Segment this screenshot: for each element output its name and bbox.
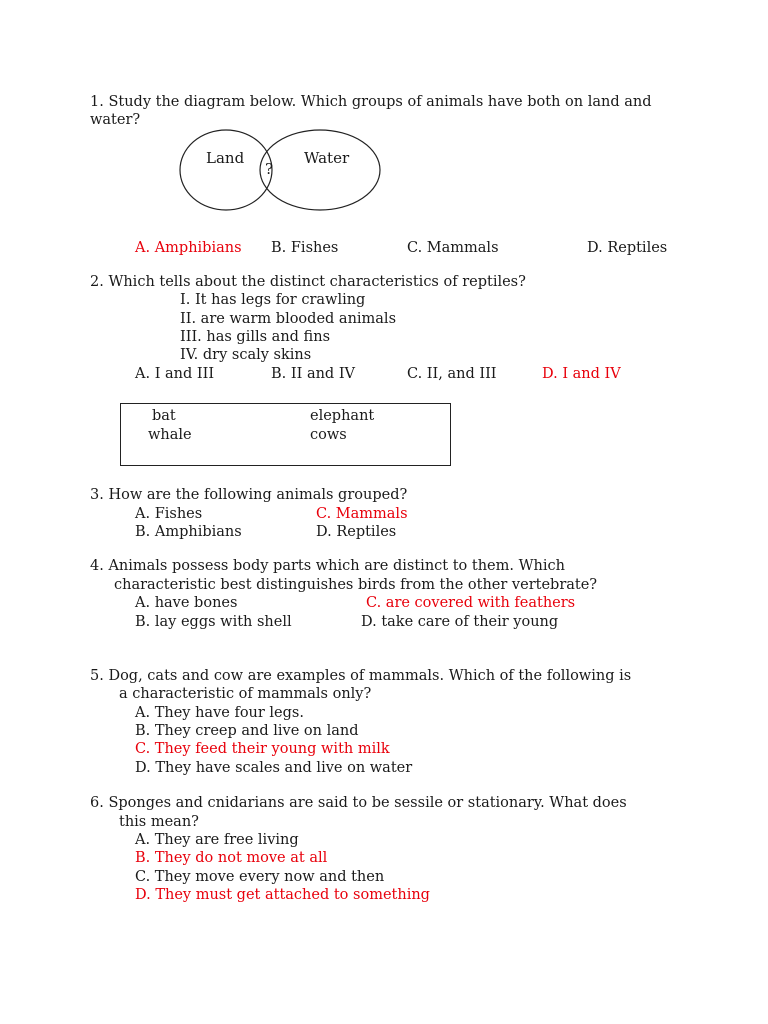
q1-option-c: C. Mammals	[407, 240, 499, 256]
q2-option-c: C. II, and III	[407, 366, 497, 382]
q2-option-a: A. I and III	[135, 366, 215, 382]
q2-statement-1: I. It has legs for crawling	[180, 292, 366, 308]
q4-option-a: A. have bones	[135, 595, 238, 611]
q3-option-d: D. Reptiles	[316, 524, 397, 540]
q5-option-c: C. They feed their young with milk	[135, 741, 390, 757]
q4-stem-line2: characteristic best distinguishes birds from the other vertebrate?	[114, 577, 598, 593]
q3-option-b: B. Amphibians	[135, 524, 242, 540]
q5-stem-line2: a characteristic of mammals only?	[119, 686, 372, 702]
q1-stem-line1: 1. Study the diagram below. Which groups of animals have both on land and	[90, 94, 652, 110]
venn-circle-land	[180, 130, 272, 210]
q4-option-b: B. lay eggs with shell	[135, 614, 292, 630]
animal-item-elephant: elephant	[310, 408, 375, 424]
q3-stem: 3. How are the following animals grouped?	[90, 487, 408, 503]
q3-option-c: C. Mammals	[316, 506, 408, 522]
q2-stem: 2. Which tells about the distinct characteristics of reptiles?	[90, 274, 526, 290]
q4-option-c: C. are covered with feathers	[366, 595, 576, 611]
q2-option-d: D. I and IV	[542, 366, 621, 382]
venn-diagram	[178, 126, 383, 216]
animal-item-whale: whale	[148, 427, 192, 443]
q5-stem-line1: 5. Dog, cats and cow are examples of mammals. Which of the following is	[90, 668, 632, 684]
venn-label-land: Land	[206, 149, 245, 167]
q6-option-d: D. They must get attached to something	[135, 887, 430, 903]
q6-stem-line2: this mean?	[119, 814, 199, 830]
q1-option-b: B. Fishes	[271, 240, 339, 256]
q3-option-a: A. Fishes	[135, 506, 203, 522]
q1-option-d: D. Reptiles	[587, 240, 668, 256]
q2-option-b: B. II and IV	[271, 366, 356, 382]
q5-option-b: B. They creep and live on land	[135, 723, 359, 739]
q2-statement-3: III. has gills and fins	[180, 329, 331, 345]
q4-stem-line1: 4. Animals possess body parts which are distinct to them. Which	[90, 558, 565, 574]
q6-option-c: C. They move every now and then	[135, 869, 385, 885]
q5-option-a: A. They have four legs.	[135, 705, 304, 721]
venn-label-overlap: ?	[265, 160, 274, 178]
q1-option-a: A. Amphibians	[135, 240, 242, 256]
q6-option-b: B. They do not move at all	[135, 850, 328, 866]
q6-option-a: A. They are free living	[135, 832, 299, 848]
q1-stem-line2: water?	[90, 112, 141, 128]
venn-label-water: Water	[304, 149, 350, 167]
animal-item-bat: bat	[152, 408, 176, 424]
q5-option-d: D. They have scales and live on water	[135, 760, 413, 776]
venn-circle-water	[260, 130, 380, 210]
animal-item-cows: cows	[310, 427, 347, 443]
q2-statement-2: II. are warm blooded animals	[180, 311, 397, 327]
q4-option-d: D. take care of their young	[361, 614, 559, 630]
q6-stem-line1: 6. Sponges and cnidarians are said to be sessile or stationary. What does	[90, 795, 627, 811]
q2-statement-4: IV. dry scaly skins	[180, 347, 312, 363]
